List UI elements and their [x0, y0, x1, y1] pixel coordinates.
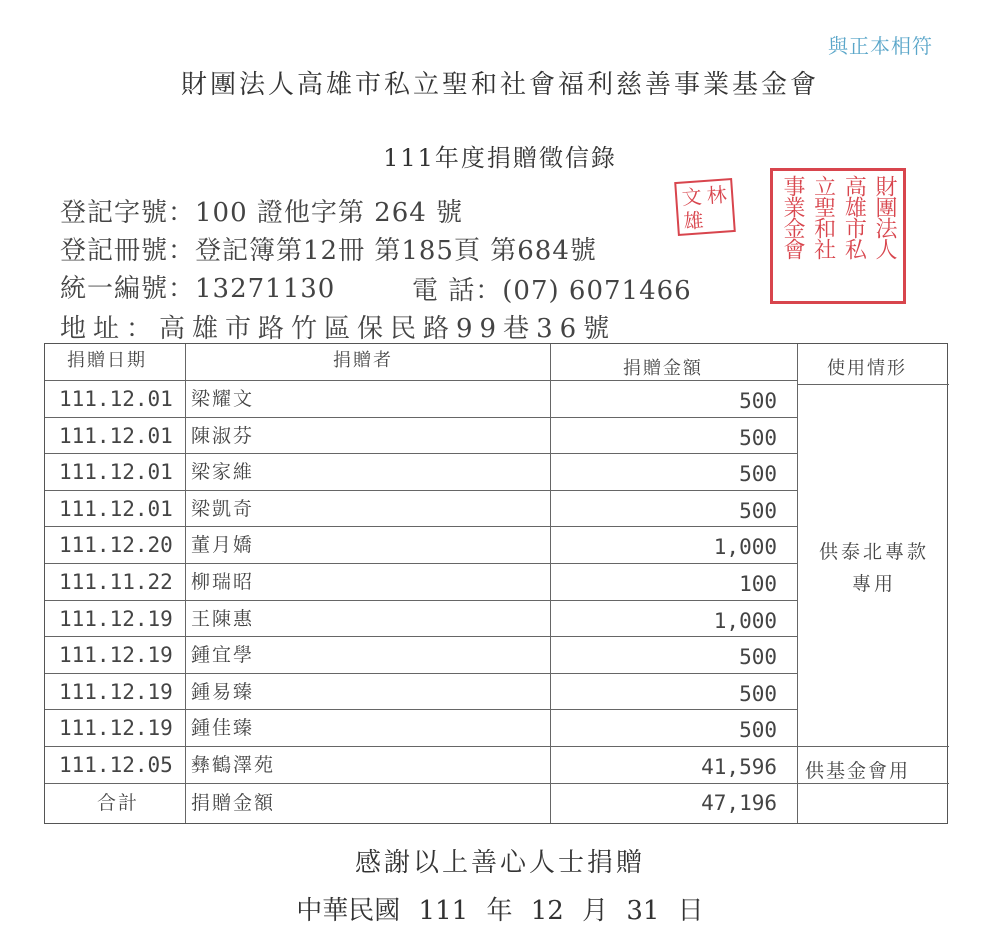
header-donation-date: 捐贈日期: [67, 350, 147, 371]
organization-title: 財團法人高雄市私立聖和社會福利慈善事業基金會: [180, 70, 819, 100]
seal-char: 林: [705, 182, 728, 208]
seal-char: 雄: [682, 208, 705, 234]
donation-date-cell: 111.12.01: [59, 460, 173, 485]
donation-amount-cell: 1,000: [713, 608, 777, 633]
registration-book-number: 登記冊號：登記簿第12冊 第185頁 第684號: [60, 236, 597, 266]
donation-date-cell: 111.12.20: [59, 533, 173, 558]
donation-date-cell: 111.12.19: [59, 606, 173, 631]
donor-name-cell: 陳淑芬: [191, 424, 255, 447]
header-usage: 使用情形: [827, 358, 907, 379]
donor-name-cell: 鍾易臻: [191, 680, 255, 703]
usage-foundation: 供基金會用: [805, 760, 911, 782]
header-donor: 捐贈者: [333, 350, 393, 371]
certified-copy-note: 與正本相符: [828, 34, 933, 58]
donation-date-cell: 111.12.01: [59, 496, 173, 521]
seal-column: 事業金會: [780, 175, 805, 259]
seal-char: 文: [680, 184, 703, 210]
registration-number: 登記字號：100 證他字第 264 號: [60, 198, 464, 228]
donation-amount-cell: 100: [739, 572, 777, 596]
donation-date-cell: 111.11.22: [59, 570, 173, 594]
document-date: 中華民國 111 年 12 月 31 日: [296, 896, 704, 926]
donor-name-cell: 王陳惠: [191, 607, 255, 630]
donor-name-cell: 董月嬌: [191, 534, 255, 557]
donation-amount-cell: 1,000: [713, 535, 777, 560]
donor-name-cell: 鍾宜學: [191, 644, 255, 667]
donation-amount-cell: 500: [739, 718, 777, 743]
donor-name-cell: 鍾佳臻: [191, 717, 255, 740]
tax-id-number: 統一編號：13271130: [60, 274, 336, 304]
seal-column: 高雄市私: [841, 175, 867, 259]
seal-column: 財團法人: [871, 175, 897, 259]
personal-seal-stamp: [674, 178, 736, 236]
donation-amount-cell: 500: [739, 498, 777, 523]
organization-seal-stamp: [770, 168, 906, 304]
donation-amount-cell: 500: [739, 389, 777, 413]
donation-date-cell: 111.12.01: [59, 387, 173, 411]
usage-thai-north-fund: 供泰北專款專用: [818, 541, 929, 595]
donor-name-cell: 柳瑞昭: [191, 571, 255, 593]
document-subtitle: 111年度捐贈徵信錄: [383, 144, 617, 172]
donation-amount-cell: 500: [739, 462, 777, 487]
total-label: 合計: [97, 792, 140, 814]
donation-amount-cell: 500: [739, 425, 777, 450]
donor-name-cell: 梁家維: [191, 461, 255, 484]
donor-name-cell: 梁耀文: [191, 388, 255, 410]
donor-name-cell: 彝鶴澤苑: [191, 754, 276, 776]
donation-amount-cell: 41,596: [701, 755, 777, 779]
header-donation-amount: 捐贈金額: [623, 358, 703, 379]
seal-column: 立聖和社: [810, 175, 836, 259]
donor-name-cell: 梁凱奇: [191, 497, 255, 520]
donation-date-cell: 111.12.01: [59, 423, 173, 448]
phone-number: 電 話：(07) 6071466: [412, 276, 692, 306]
donation-table: [44, 343, 948, 824]
donation-amount-cell: 500: [739, 681, 777, 706]
total-amount: 47,196: [701, 791, 777, 815]
donation-date-cell: 111.12.19: [59, 716, 173, 741]
total-donor-label: 捐贈金額: [191, 792, 276, 814]
donation-amount-cell: 500: [739, 645, 777, 670]
address: 地址：高雄市路竹區保民路99巷36號: [60, 314, 617, 344]
donation-date-cell: 111.12.19: [59, 679, 173, 704]
seal-char: [705, 206, 732, 232]
donation-date-cell: 111.12.19: [59, 643, 173, 668]
thanks-message: 感謝以上善心人士捐贈: [354, 848, 645, 878]
donation-date-cell: 111.12.05: [59, 753, 173, 777]
